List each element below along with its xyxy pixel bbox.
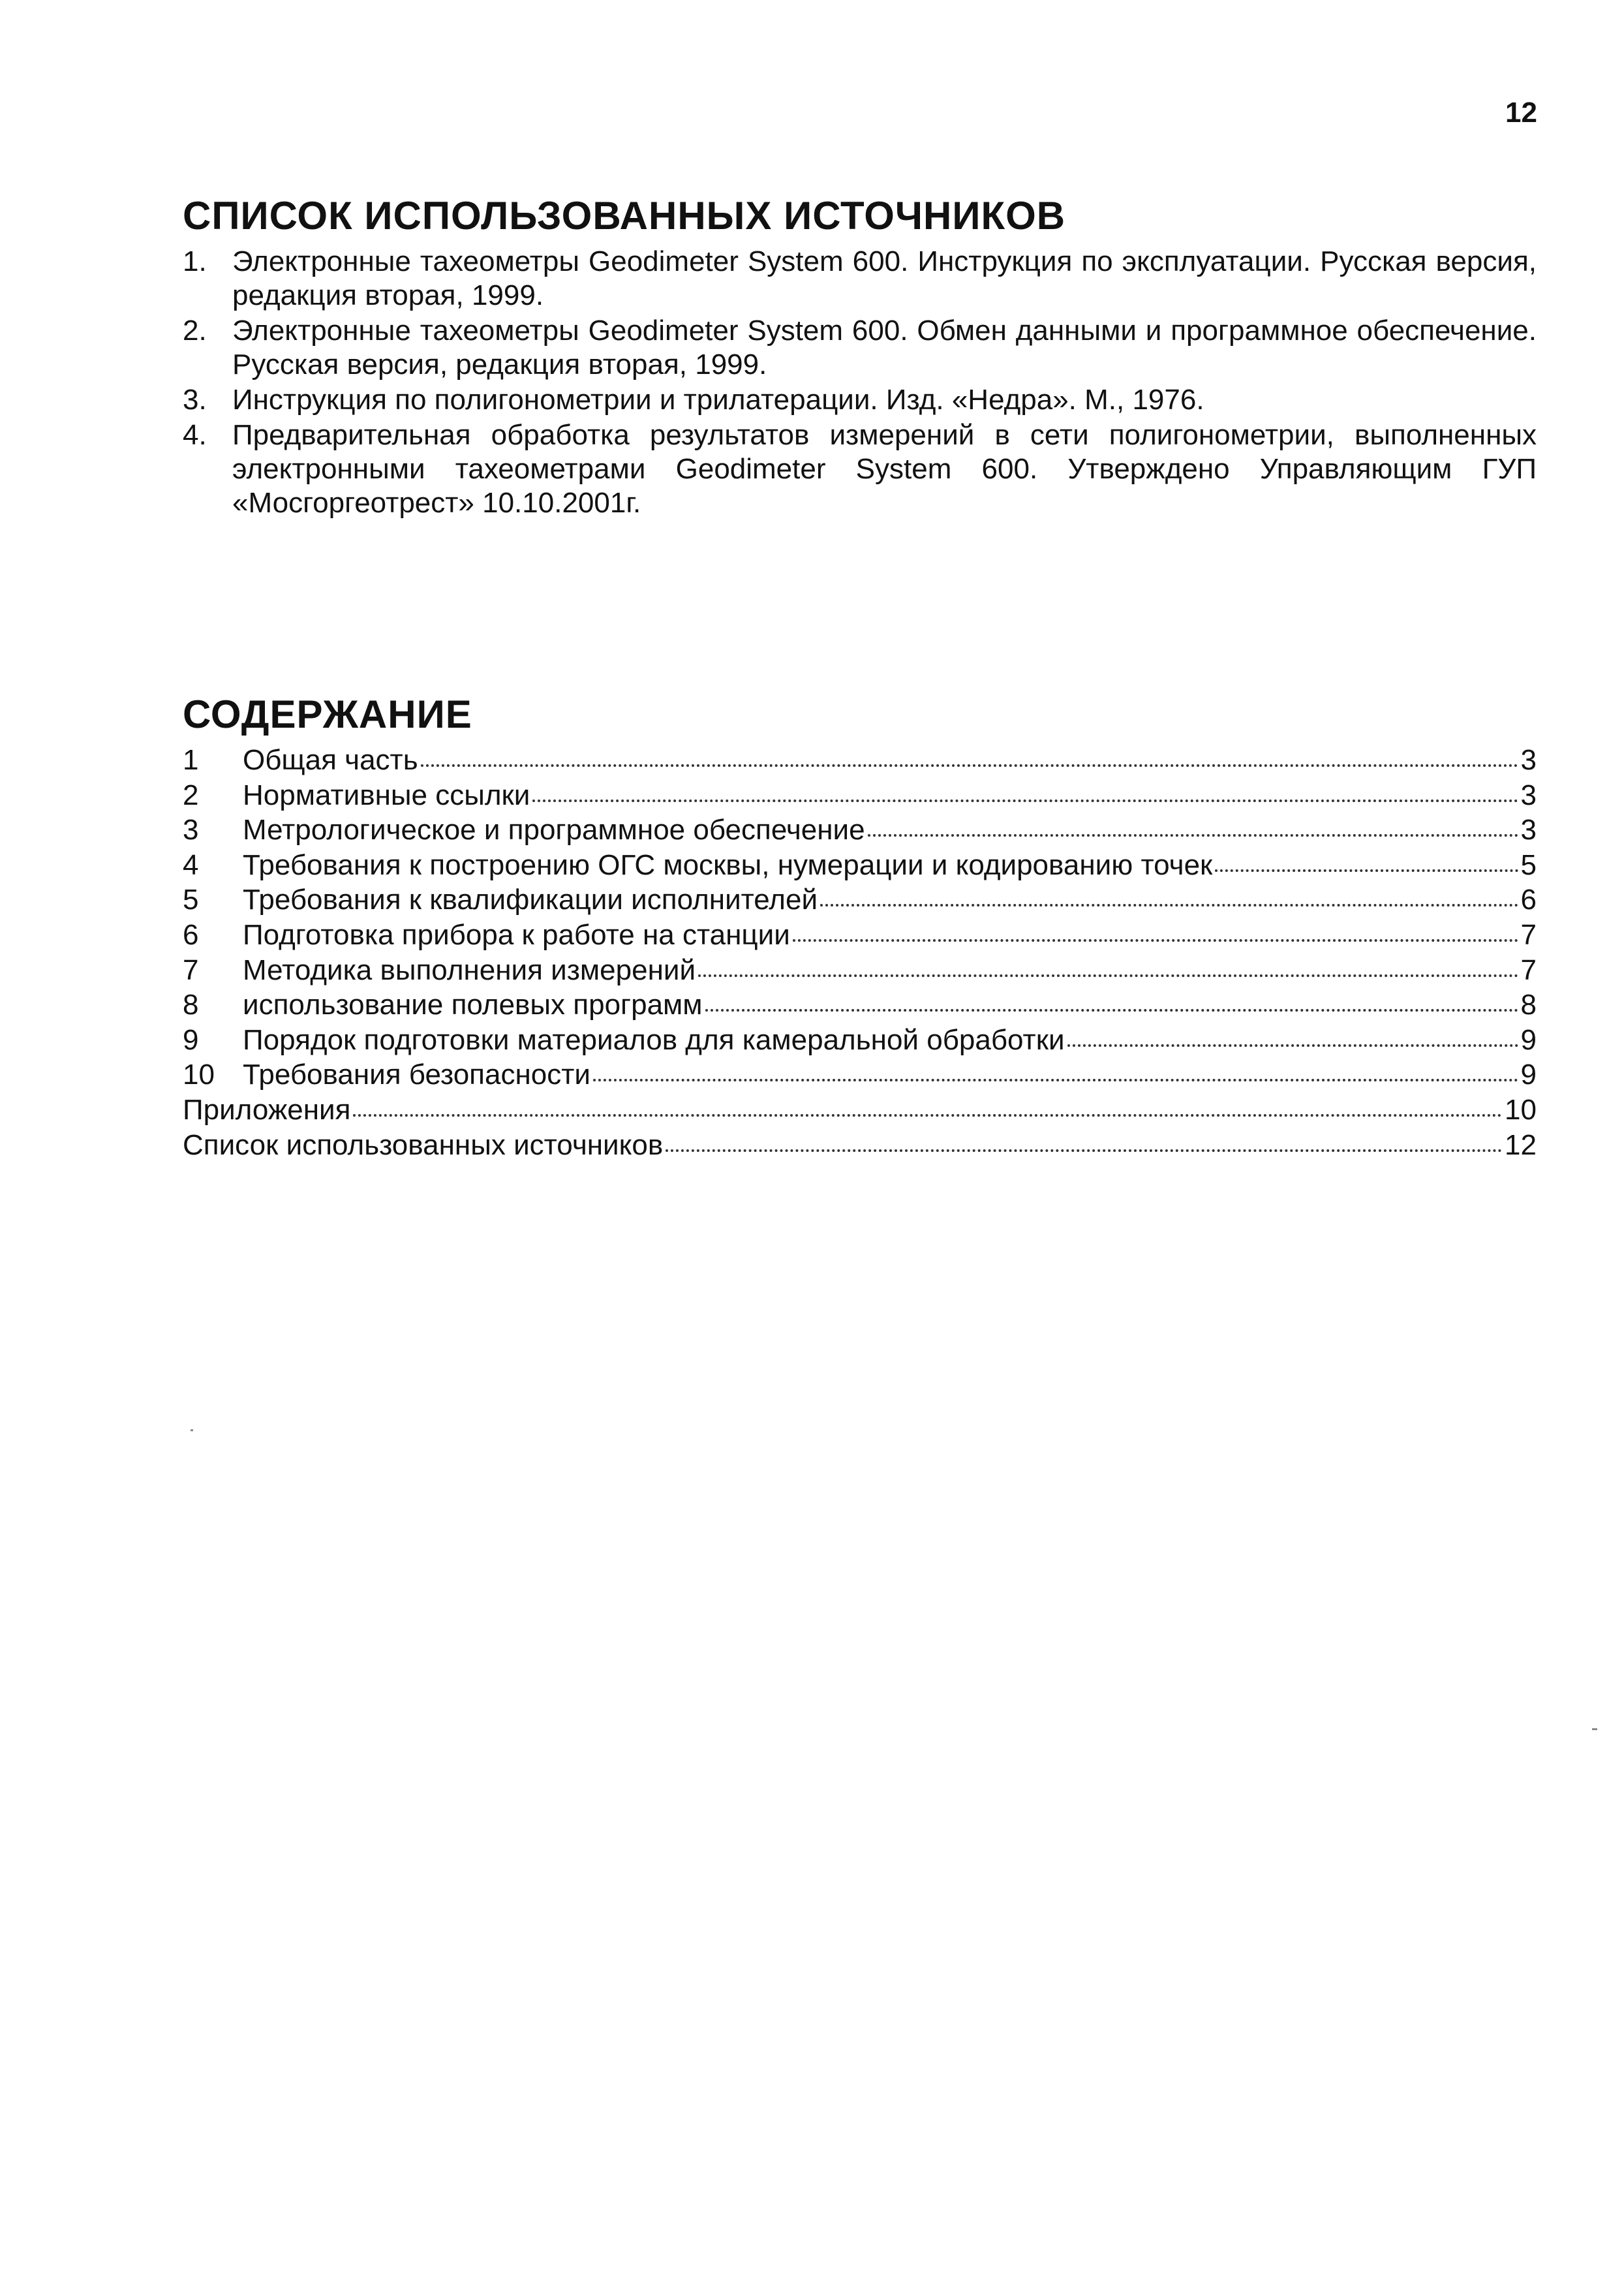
toc-entry-title: Нормативные ссылки: [243, 779, 530, 811]
scan-speck: [191, 1429, 193, 1431]
reference-text: Электронные тахеометры Geodimeter System 600. Обмен данными и программное обеспечение. Русская версия, редакция вторая, 1999.: [232, 315, 1537, 380]
toc-entry-page: 8: [1520, 989, 1537, 1021]
toc-dot-leader: [793, 939, 1518, 942]
toc-entry-number: 8: [183, 989, 199, 1021]
toc-entry: [183, 848, 1537, 883]
toc-dot-leader: [698, 974, 1518, 977]
toc-entry-number: 3: [183, 814, 199, 846]
toc-title: СОДЕРЖАНИЕ: [183, 692, 472, 736]
toc-entry-title: Требования к квалификации исполнителей: [243, 884, 818, 916]
toc-entry-number: 6: [183, 918, 199, 951]
references-title: СПИСОК ИСПОЛЬЗОВАННЫХ ИСТОЧНИКОВ: [183, 194, 1066, 238]
toc-entry-title: Требования к построению ОГС москвы, нумерации и кодированию точек: [243, 848, 1213, 881]
toc-entry-title: Методика выполнения измерений: [243, 954, 696, 986]
toc-entry-page: 9: [1520, 1023, 1537, 1056]
reference-text: Электронные тахеометры Geodimeter System 600. Инструкция по эксплуатации. Русская версия, редакция вторая, 1999.: [232, 245, 1537, 311]
toc-entry-title: Порядок подготовки материалов для камеральной обработки: [243, 1023, 1065, 1056]
toc-entry-title: Требования безопасности: [243, 1059, 590, 1091]
page-number: 12: [1505, 97, 1537, 129]
reference-number: 1.: [183, 245, 207, 277]
toc-entry-number: 9: [183, 1023, 199, 1056]
toc-entry-title: Подготовка прибора к работе на станции: [243, 918, 790, 951]
toc-entry-title: Приложения: [183, 1093, 351, 1126]
toc-dot-leader: [1215, 869, 1518, 872]
toc-dot-leader: [353, 1114, 1502, 1117]
toc-entry-number: 5: [183, 884, 199, 916]
reference-item: [183, 383, 1537, 417]
toc-entry: [183, 882, 1537, 918]
toc-entry-page: 10: [1505, 1093, 1537, 1126]
toc-entry-page: 3: [1520, 744, 1537, 776]
toc-entry: [183, 778, 1537, 813]
toc-entry-number: 1: [183, 744, 199, 776]
toc-entry: [183, 1057, 1537, 1093]
toc-entry-title: использование полевых программ: [243, 989, 703, 1021]
toc-entry-title: Метрологическое и программное обеспечение: [243, 814, 865, 846]
toc-entry-page: 7: [1520, 918, 1537, 951]
toc-dot-leader: [705, 1009, 1518, 1012]
toc-entry-number: 2: [183, 779, 199, 811]
toc-entry-number: 7: [183, 954, 199, 986]
toc-entry: [183, 1128, 1537, 1163]
toc-entry-title: Список использованных источников: [183, 1128, 664, 1161]
toc-entry-number: 10: [183, 1059, 215, 1091]
toc-dot-leader: [1067, 1044, 1518, 1047]
toc-entry-page: 12: [1505, 1128, 1537, 1161]
toc-entry: [183, 918, 1537, 953]
toc-dot-leader: [666, 1149, 1502, 1152]
toc-dot-leader: [593, 1079, 1518, 1081]
reference-number: 2.: [183, 315, 207, 347]
toc-entry-page: 6: [1520, 884, 1537, 916]
toc-entry-number: 4: [183, 848, 199, 881]
toc-entry-page: 3: [1520, 779, 1537, 811]
reference-item: [183, 314, 1537, 382]
reference-text: Предварительная обработка результатов измерений в сети полигонометрии, выполненных электронными тахеометрами Geodimeter System 600. Утверждено Управляющим ГУП «Мосгоргеотрест» 10.10.2001г.: [232, 419, 1537, 519]
toc-entry: [183, 1023, 1537, 1058]
toc-entry: [183, 1093, 1537, 1128]
toc-entry: [183, 953, 1537, 988]
scan-speck: [1592, 1728, 1597, 1730]
reference-number: 4.: [183, 419, 207, 451]
toc-dot-leader: [421, 764, 1518, 767]
toc-entry: [183, 987, 1537, 1023]
toc-entry-page: 7: [1520, 954, 1537, 986]
reference-item: [183, 418, 1537, 520]
toc-entry-page: 9: [1520, 1059, 1537, 1091]
toc-dot-leader: [868, 834, 1518, 837]
references-list: [183, 245, 1537, 521]
toc-entry: [183, 813, 1537, 848]
toc-entry-title: Общая часть: [243, 744, 418, 776]
toc-dot-leader: [532, 799, 1518, 802]
reference-item: [183, 245, 1537, 313]
toc-entry: [183, 743, 1537, 778]
toc-entry-page: 5: [1520, 848, 1537, 881]
toc-entry-page: 3: [1520, 814, 1537, 846]
reference-number: 3.: [183, 384, 207, 416]
toc-dot-leader: [820, 904, 1518, 907]
reference-text: Инструкция по полигонометрии и трилатерации. Изд. «Недра». М., 1976.: [232, 384, 1204, 416]
toc-list: [183, 743, 1537, 1162]
